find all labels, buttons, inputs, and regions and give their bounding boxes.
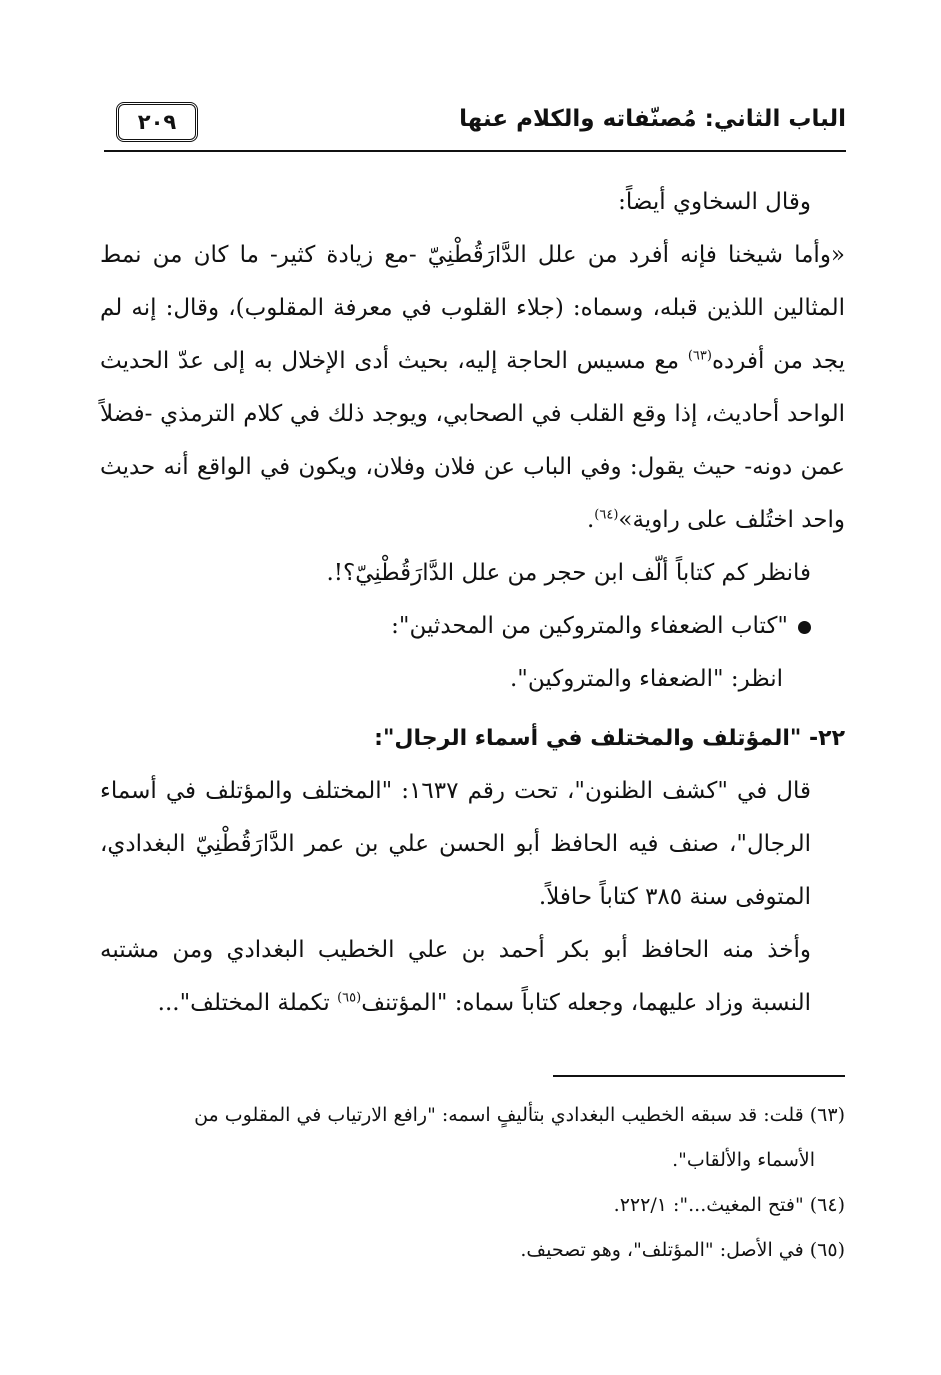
quote-text-part1: «وأما شيخنا فإنه أفرد من علل الدَّارَقُطْنِيّ -مع زيادة كثير- ما كان من نمط المثالين اللذين قبله، وسماه: (جلاء القلوب في معرفة المقلوب)، وقال: إنه لم يجد من أفرده: [100, 242, 845, 374]
footnote-63-continued: الأسماء والألقاب".: [672, 1149, 815, 1171]
khatib-text-part2: تكملة المختلف"...: [157, 990, 338, 1016]
page-number: ٢٠٩: [116, 102, 198, 142]
quote-text-part2: مع مسيس الحاجة إليه، بحيث أدى الإخلال به إلى عدّ الحديث الواحد أحاديث، إذا وقع القلب في الصحابي، ويوجد ذلك في كلام الترمذي -فضلاً عمن دونه- حيث يقول: وفي الباب عن فلان وفلان، ويكون في الواقع أنه حديث واحد اختُلف على راوية»: [100, 348, 845, 533]
footnotes: [100, 1093, 845, 1273]
bullet-item: [100, 600, 845, 653]
bullet-text: "كتاب الضعفاء والمتروكين من المحدثين":: [391, 613, 788, 639]
quote-text-end: .: [586, 507, 595, 533]
footnote-63: (٦٣) قلت: قد سبقه الخطيب البغدادي بتأليفٍ اسمه: "رافع الارتياب في المقلوب من: [194, 1104, 845, 1126]
footnote-ref-64[interactable]: (٦٤): [594, 507, 619, 523]
paragraph-see-also: انظر: "الضعفاء والمتروكين".: [509, 666, 783, 692]
paragraph-remark: فانظر كم كتاباً ألّف ابن حجر من علل الدَّارَقُطْنِيّ؟!.: [326, 560, 811, 586]
paragraph-quote: [100, 229, 845, 547]
footnote-ref-63[interactable]: (٦٣): [687, 348, 712, 364]
footnote-64: (٦٤) "فتح المغيث...": ٢٢٢/١.: [613, 1194, 845, 1216]
section-heading: ٢٢- "المؤتلف والمختلف في أسماء الرجال":: [374, 726, 845, 751]
bullet-icon: [798, 621, 811, 634]
chapter-title: الباب الثاني: مُصنّفاته والكلام عنها: [459, 106, 846, 132]
page-header: [104, 100, 846, 152]
footnote-65: (٦٥) في الأصل: "المؤتلف"، وهو تصحيف.: [520, 1239, 845, 1261]
paragraph-khatib: [100, 924, 845, 1030]
footnote-ref-65[interactable]: (٦٥): [337, 990, 362, 1006]
khatib-text-part1: وأخذ منه الحافظ أبو بكر أحمد بن علي الخطيب البغدادي ومن مشتبه النسبة وزاد عليهما، وجعله كتاباً سماه: "المؤتنف: [100, 937, 811, 1016]
paragraph-kashf: قال في "كشف الظنون"، تحت رقم ١٦٣٧: "المختلف والمؤتلف في أسماء الرجال"، صنف فيه الحافظ أبو الحسن علي بن عمر الدَّارَقُطْنِيّ البغدادي، المتوفى سنة ٣٨٥ كتاباً حافلاً.: [100, 778, 811, 910]
main-text: [100, 176, 845, 1030]
footnote-divider: [553, 1075, 845, 1077]
paragraph-intro: وقال السخاوي أيضاً:: [618, 189, 811, 215]
